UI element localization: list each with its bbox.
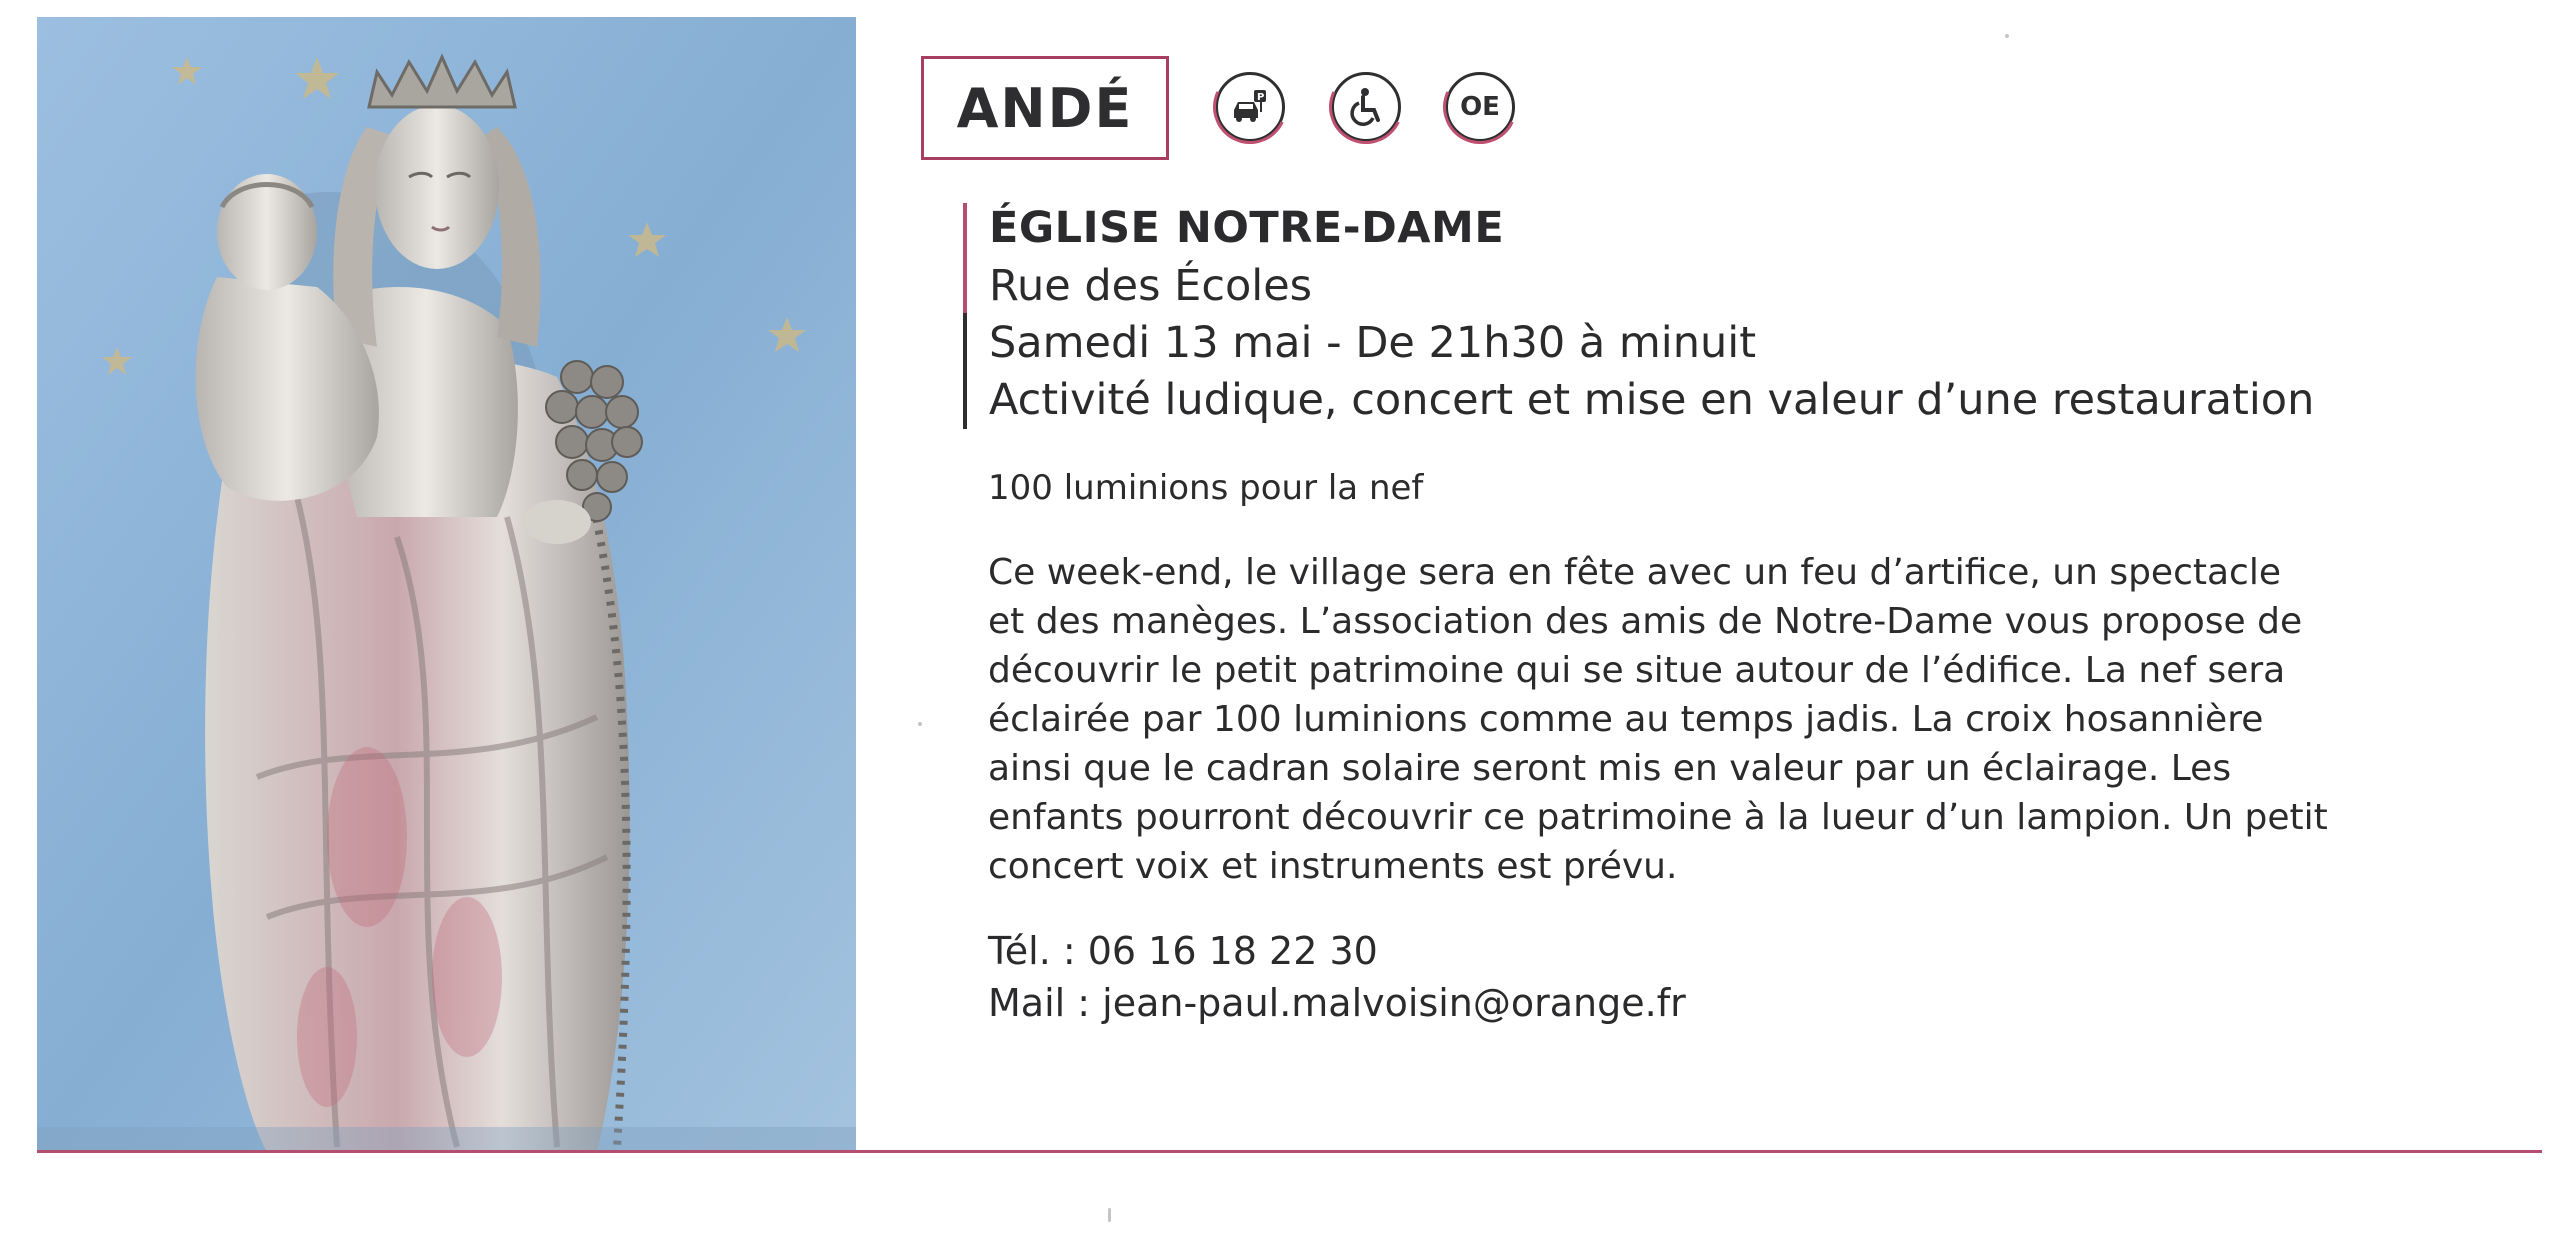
contact-block (988, 925, 1686, 1029)
contact-mail: Mail : jean-paul.malvoisin@orange.fr (988, 981, 1686, 1025)
venue-info-block (963, 203, 2413, 429)
car-parking-icon (1227, 84, 1273, 130)
scan-speck (1108, 1208, 1111, 1222)
description-line: et des manèges. L’association des amis de Notre-Dame vous propose de (988, 601, 2303, 642)
accessibility-badge (1331, 72, 1401, 142)
event-activity: Activité ludique, concert et mise en valeur d’une restauration (989, 375, 2315, 425)
parking-badge (1215, 72, 1285, 142)
venue-name: ÉGLISE NOTRE-DAME (989, 203, 1505, 253)
scan-speck (2005, 34, 2009, 38)
venue-street: Rue des Écoles (989, 261, 1313, 311)
description-line: ainsi que le cadran solaire seront mis en valeur par un éclairage. Les (988, 748, 2232, 789)
oe-badge (1445, 72, 1515, 142)
svg-text:P: P (1257, 92, 1265, 103)
description-line: enfants pourront découvrir ce patrimoine à la lueur d’un lampion. Un petit (988, 797, 2328, 838)
statue-virgin-and-child-icon (37, 17, 856, 1152)
description-line: découvrir le petit patrimoine qui se situe autour de l’édifice. La nef sera (988, 650, 2286, 691)
scan-speck (918, 722, 922, 726)
contact-phone: Tél. : 06 16 18 22 30 (988, 929, 1378, 973)
wheelchair-accessibility-icon (1343, 84, 1389, 130)
event-subtitle: 100 luminions pour la nef (988, 468, 1424, 508)
statue-photo (37, 17, 856, 1152)
oe-badge-icon: OE (1460, 92, 1500, 122)
town-label-box (921, 56, 1169, 160)
town-name: ANDÉ (956, 76, 1134, 140)
description-line: concert voix et instruments est prévu. (988, 846, 1678, 887)
description-line: Ce week-end, le village sera en fête avec un feu d’artifice, un spectacle (988, 552, 2281, 593)
description-line: éclairée par 100 luminions comme au temps jadis. La croix hosannière (988, 699, 2264, 740)
event-date: Samedi 13 mai - De 21h30 à minuit (989, 318, 1757, 368)
event-description (988, 548, 2468, 891)
bottom-divider (37, 1150, 2542, 1153)
